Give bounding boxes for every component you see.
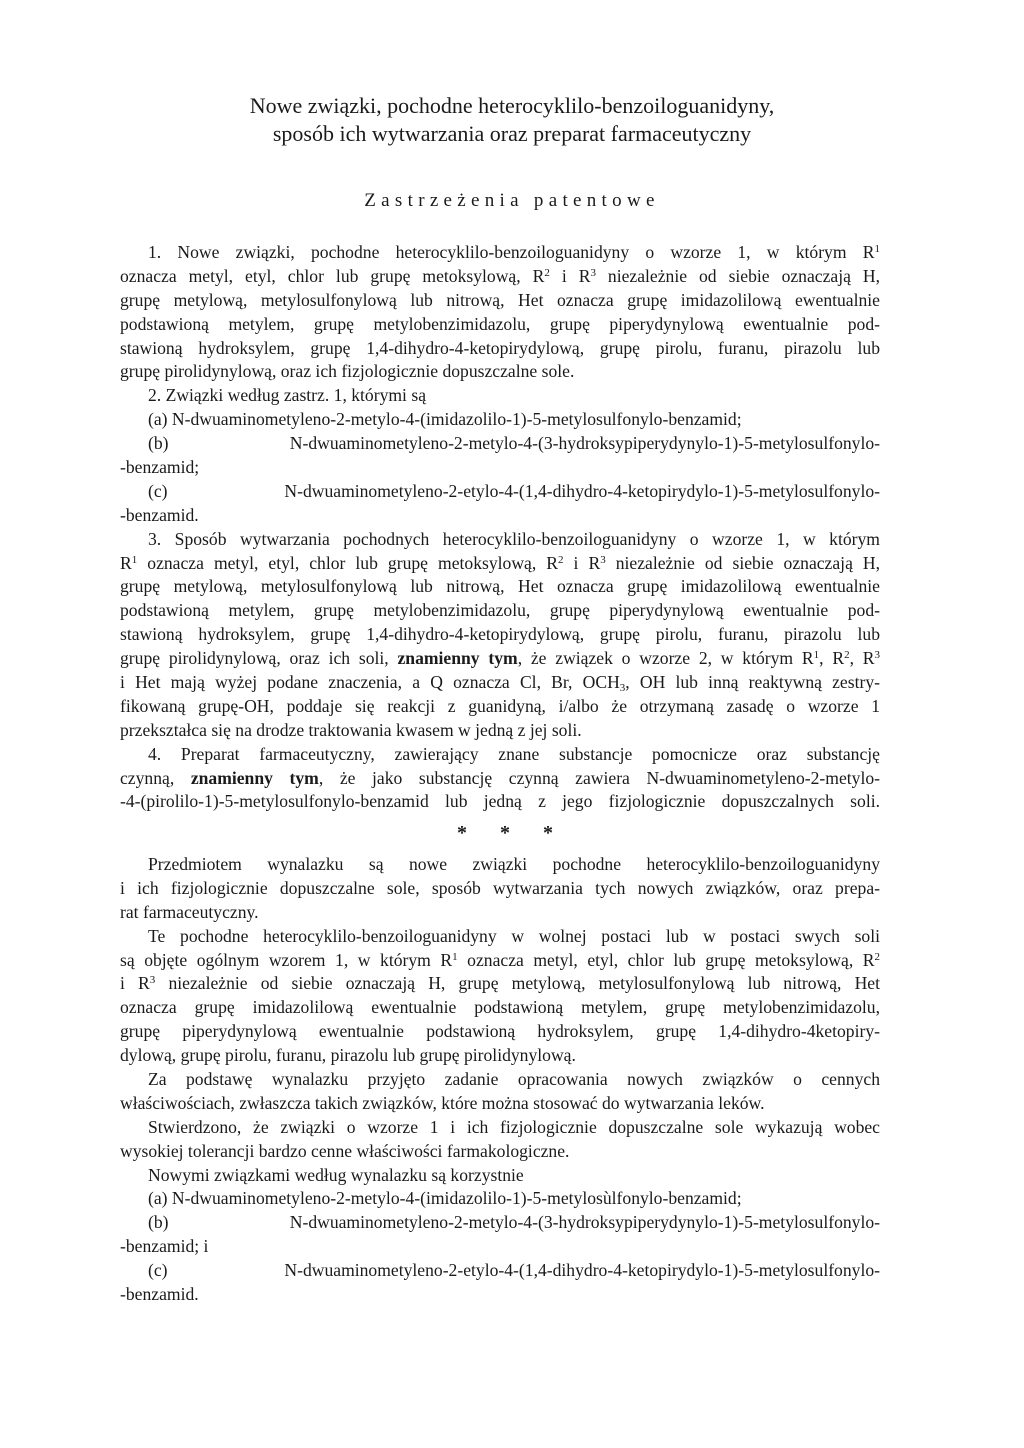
claim-1-line-5: stawioną hydroksylem, grupę 1,4-dihydro-4-ketopirydylową, grupę pirolu, furanu, pirazolu lub (120, 337, 880, 358)
claim-3-characterizing-phrase: znamienny tym (397, 648, 518, 669)
desc-p2-line-5: grupę piperydynylową ewentualnie podstawioną hydroksylem, grupę 1,4-dihydro-4ketopiry- (120, 1021, 880, 1042)
desc-p2-line-1: Te pochodne heterocyklilo-benzoiloguanidyny w wolnej postaci lub w postaci swych soli (148, 925, 880, 946)
claim-2-item-b-line-1: (b) N-dwuaminometyleno-2-metylo-4-(3-hydroksypiperydynylo-1)-5-metylosulfonylo- (148, 433, 880, 454)
claim-3-line-8: fikowaną grupę-OH, poddaje się reakcji z guanidyną, i/albo że otrzymaną zasadę o wzorze 1 (120, 695, 880, 716)
claim-3-line-9: przekształca się na drodze traktowania kwasem w jedną z jej soli. (120, 719, 582, 740)
claim-4-line-2: czynną, znamienny tym, że jako substancję czynną zawiera N-dwuaminometyleno-2-metylo- (120, 767, 880, 788)
desc-p5-item-a: (a) N-dwuaminometyleno-2-metylo-4-(imidazolilo-1)-5-metylosùlfonylo-benzamid; (148, 1188, 742, 1209)
desc-p5-item-c-line-2: -benzamid. (120, 1284, 199, 1305)
desc-p5-item-b-line-2: -benzamid; i (120, 1236, 209, 1257)
desc-p2-line-3: i $R^3$ niezależnie od siebie oznaczają H, grupę metylową, metylosulfonylową lub nitrową, Het (120, 973, 880, 994)
desc-p2-line-6: dylową, grupę pirolu, furanu, pirazolu lub grupę pirolidynylową. (120, 1045, 576, 1066)
claim-3-line-3: grupę metylową, metylosulfonylową lub nitrową, Het oznacza grupę imidazolilową ewentualnie (120, 576, 880, 597)
claim-2-line-1: 2. Związki według zastrz. 1, którymi są (148, 385, 427, 406)
claim-3-line-7: i Het mają wyżej podane znaczenia, a Q oznacza Cl, Br, $OCH_3$, OH lub inną reaktywną zestry- (120, 672, 880, 695)
claim-4-line-3: -4-(pirolilo-1)-5-metylosulfonylo-benzamid lub jedną z jego fizjologicznie dopuszczalnych soli. (120, 791, 880, 812)
claims-heading: Zastrzeżenia patentowe (364, 190, 660, 211)
desc-p5-line-1: Nowymi związkami według wynalazku są korzystnie (148, 1164, 524, 1185)
claim-4-characterizing-phrase: znamienny tym (190, 767, 319, 788)
section-separator: * * * (457, 822, 567, 844)
desc-p5-item-b-line-1: (b) N-dwuaminometyleno-2-metylo-4-(3-hydroksypiperydynylo-1)-5-metylosulfonylo- (148, 1212, 880, 1233)
claim-2-item-b-line-2: -benzamid; (120, 457, 200, 478)
claim-1-line-1: 1. Nowe związki, pochodne heterocyklilo-benzoiloguanidyny o wzorze 1, w którym $R^1$ (148, 242, 880, 262)
desc-p2-line-2: są objęte ogólnym wzorem 1, w którym $R^1$ oznacza metyl, etyl, chlor lub grupę metoksylową, $R^2$ (120, 949, 880, 970)
document-title (0, 92, 1024, 148)
desc-p4-line-2: wysokiej tolerancji bardzo cenne właściwości farmakologiczne. (120, 1140, 570, 1161)
claim-3-line-4: podstawioną metylem, grupę metylobenzimidazolu, grupę piperydynylową ewentualnie pod- (120, 600, 880, 621)
desc-p1-line-1: Przedmiotem wynalazku są nowe związki pochodne heterocyklilo-benzoiloguanidyny (148, 854, 880, 874)
desc-p4-line-1: Stwierdzono, że związki o wzorze 1 i ich fizjologicznie dopuszczalne sole wykazują wobec (148, 1116, 880, 1137)
desc-p3-line-2: właściwościach, zwłaszcza takich związków, które można stosować do wytwarzania leków. (120, 1092, 765, 1113)
claim-3-line-1: 3. Sposób wytwarzania pochodnych heterocyklilo-benzoiloguanidyny o wzorze 1, w którym (148, 528, 880, 549)
claim-3-line-5: stawioną hydroksylem, grupę 1,4-dihydro-4-ketopirydylową, grupę pirolu, furanu, pirazolu lub (120, 624, 880, 645)
desc-p2-line-4: oznacza grupę imidazolilową ewentualnie podstawioną metylem, grupę metylobenzimidazolu, (120, 997, 880, 1018)
title-line-1: Nowe związki, pochodne heterocyklilo-benzoiloguanidyny, (249, 93, 775, 118)
claims-section (120, 241, 880, 814)
desc-p1-line-2: i ich fizjologicznie dopuszczalne sole, sposób wytwarzania tych nowych związków, oraz prepa- (120, 877, 880, 898)
claim-3-line-2: $R^1$ oznacza metyl, etyl, chlor lub grupę metoksylową, $R^2$ i $R^3$ niezależnie od siebie oznaczają H, (120, 552, 880, 573)
claim-3-line-6: grupę pirolidynylową, oraz ich soli, znamienny tym, że związek o wzorze 2, w którym $R^1$, $R^2$, $R^3$ (120, 648, 880, 669)
claim-2-item-a: (a) N-dwuaminometyleno-2-metylo-4-(imidazolilo-1)-5-metylosulfonylo-benzamid; (148, 409, 742, 430)
claim-1-line-6: grupę pirolidynylową, oraz ich fizjologicznie dopuszczalne sole. (120, 361, 575, 382)
title-line-2: sposób ich wytwarzania oraz preparat farmaceutyczny (272, 121, 752, 146)
desc-p3-line-1: Za podstawę wynalazku przyjęto zadanie opracowania nowych związków o cennych (148, 1069, 880, 1090)
claim-1-line-4: podstawioną metylem, grupę metylobenzimidazolu, grupę piperydynylową ewentualnie pod- (120, 313, 880, 334)
description-section (120, 853, 880, 1307)
claim-1-line-3: grupę metylową, metylosulfonylową lub nitrową, Het oznacza grupę imidazolilową ewentualnie (120, 289, 880, 310)
claim-2-item-c-line-2: -benzamid. (120, 504, 199, 525)
claim-2-item-c-line-1: (c) N-dwuaminometyleno-2-etylo-4-(1,4-dihydro-4-ketopirydylo-1)-5-metylosulfonylo- (148, 480, 880, 501)
claim-1-line-2: oznacza metyl, etyl, chlor lub grupę metoksylową, $R^2$ i $R^3$ niezależnie od siebie oznaczają H, (120, 265, 880, 286)
desc-p1-line-3: rat farmaceutyczny. (120, 901, 259, 922)
claim-4-line-1: 4. Preparat farmaceutyczny, zawierający znane substancje pomocnicze oraz substancję (148, 743, 880, 764)
desc-p5-item-c-line-1: (c) N-dwuaminometyleno-2-etylo-4-(1,4-dihydro-4-ketopirydylo-1)-5-metylosulfonylo- (148, 1260, 880, 1281)
